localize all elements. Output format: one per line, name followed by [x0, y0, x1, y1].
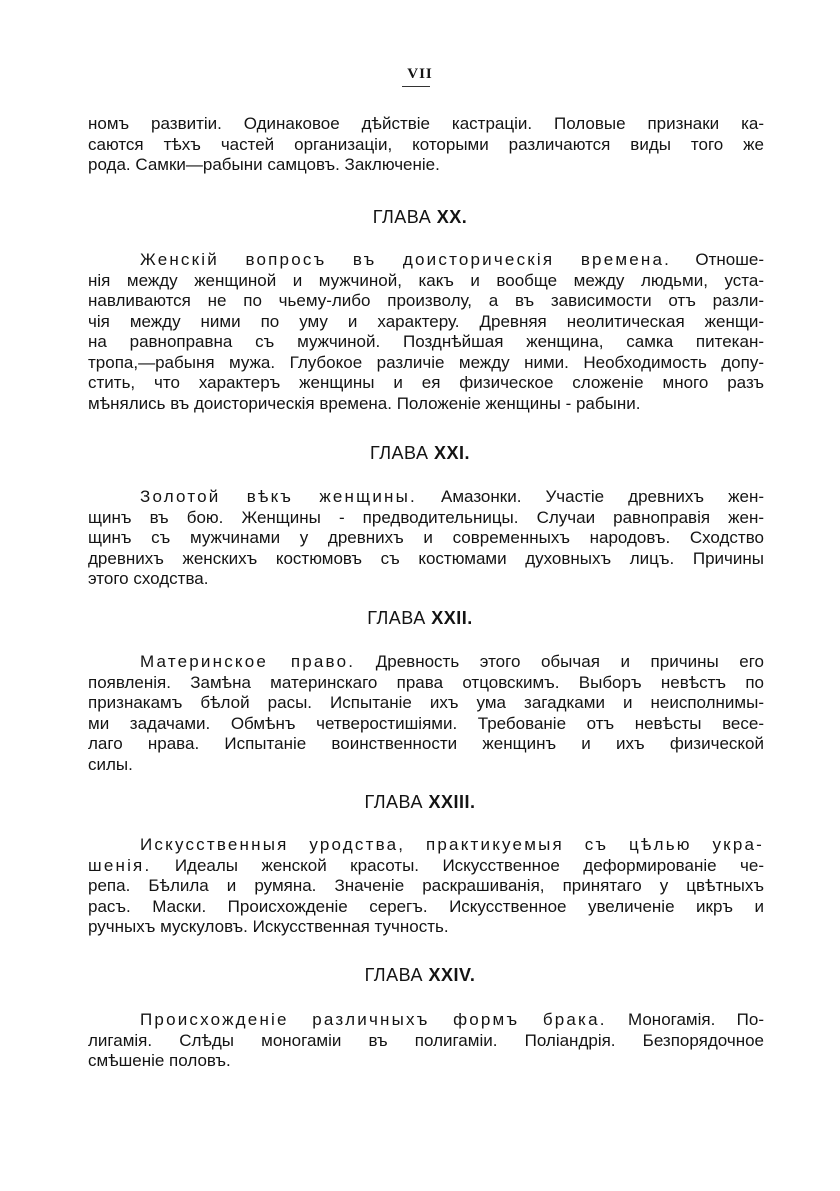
text-line: [88, 1010, 764, 1031]
chapter-heading-xxiv: [0, 965, 840, 986]
chapter-xx-summary: [88, 250, 764, 414]
chapter-lead: Материнское право.: [140, 652, 356, 671]
text-line: признакамъ бѣлой расы. Испытаніе ихъ ума загадками и неисполнимы-: [88, 693, 764, 712]
text-line: саются тѣхъ частей организаціи, которыми различаются виды того же: [88, 134, 764, 154]
chapter-number: XXIII.: [428, 792, 476, 812]
text-line: ми задачами. Обмѣнъ четверостишіями. Требованіе отъ невѣсты весе-: [88, 713, 764, 733]
chapter-xxiii-summary: [88, 835, 764, 938]
text-line: номъ развитіи. Одинаковое дѣйствіе кастраціи. Половые признаки ка-: [88, 114, 764, 133]
text-line: [88, 487, 764, 508]
text-line: лаго нрава. Испытаніе воинственности женщинъ и ихъ физической: [88, 734, 764, 753]
text-line: древнихъ женскихъ костюмовъ съ костюмами духовныхъ лицъ. Причины: [88, 548, 764, 568]
chapter-heading-xxi: [0, 443, 840, 464]
chapter-lead: Золотой вѣкъ женщины.: [140, 487, 417, 506]
text-fragment: Отноше-: [671, 250, 764, 269]
chapter-label: ГЛАВА: [367, 608, 426, 628]
text-line: силы.: [88, 754, 133, 774]
text-line: [88, 250, 764, 271]
text-fragment: Моногамія. По-: [606, 1010, 764, 1029]
chapter-label: ГЛАВА: [372, 207, 432, 227]
text-line: щинъ въ бою. Женщины - предводительницы. Случаи равноправія жен-: [88, 507, 764, 527]
text-line: нія между женщиной и мужчиной, какъ и вообще между людьми, уста-: [88, 270, 764, 290]
chapter-lead: Искусственныя уродства, практикуемыя съ цѣлью укра-: [140, 835, 764, 854]
text-fragment: Идеалы женской красоты. Искусственное деформированіе че-: [151, 855, 764, 875]
chapter-xxiv-summary: [88, 1010, 764, 1072]
chapter-xxi-summary: [88, 487, 764, 590]
text-line: ручныхъ мускуловъ. Искусственная тучность.: [88, 917, 449, 936]
text-line: рода. Самки—рабыни самцовъ. Заключеніе.: [88, 155, 440, 174]
chapter-heading-xx: [0, 207, 840, 228]
chapter-lead: Происхожденіе различныхъ формъ брака.: [140, 1010, 607, 1029]
text-line: чія между ними по уму и характеру. Древняя неолитическая женщи-: [88, 311, 764, 331]
text-line: репа. Бѣлила и румяна. Значеніе раскрашиванія, принятаго у цвѣтныхъ: [88, 876, 764, 895]
chapter-xxii-summary: [88, 652, 764, 775]
text-line: навливаются не по чьему-либо произволу, а въ зависимости отъ разли-: [88, 291, 764, 310]
text-line: появленія. Замѣна материнскаго права отцовскимъ. Выборъ невѣстъ по: [88, 672, 764, 692]
text-fragment: Амазонки. Участіе древнихъ жен-: [416, 487, 764, 506]
chapter-lead: Женскій вопросъ въ доисторическія времена.: [140, 250, 672, 269]
text-line: мѣнялись въ доисторическія времена. Положеніе женщины - рабыни.: [88, 393, 641, 413]
page-number-rule: [402, 86, 430, 87]
text-line: стить, что характеръ женщины и ея физическое сложеніе много разъ: [88, 373, 764, 392]
chapter-heading-xxii: [0, 608, 840, 629]
chapter-label: ГЛАВА: [364, 965, 424, 985]
text-line: лигамія. Слѣды моногаміи въ полигаміи. Поліандрія. Безпорядочное: [88, 1030, 764, 1050]
chapter-number: XXI.: [433, 443, 470, 463]
chapter-heading-xxiii: [0, 792, 840, 813]
chapter-number: XXII.: [431, 608, 473, 628]
text-line: смѣшеніе половъ.: [88, 1051, 231, 1070]
intro-paragraph: [88, 114, 764, 176]
text-fragment: шенія.: [88, 855, 152, 875]
text-line: тропа,—рабыня мужа. Глубокое различіе между ними. Необходимость допу-: [88, 352, 764, 372]
text-line: щинъ съ мужчинами у древнихъ и современныхъ народовъ. Сходство: [88, 528, 764, 547]
chapter-number: XX.: [436, 207, 468, 227]
chapter-label: ГЛАВА: [364, 792, 423, 812]
text-fragment: Древность этого обычая и причины его: [355, 652, 764, 671]
chapter-number: XXIV.: [428, 965, 476, 985]
text-line: [88, 652, 764, 673]
text-line: [88, 856, 764, 877]
text-line: на равноправна съ мужчиной. Позднѣйшая женщина, самка питекан-: [88, 332, 764, 351]
chapter-label: ГЛАВА: [370, 443, 429, 463]
text-line: этого сходства.: [88, 569, 209, 588]
text-line: расъ. Маски. Происхожденіе серегъ. Искусственное увеличеніе икръ и: [88, 896, 764, 916]
page-number: VII: [407, 66, 433, 82]
